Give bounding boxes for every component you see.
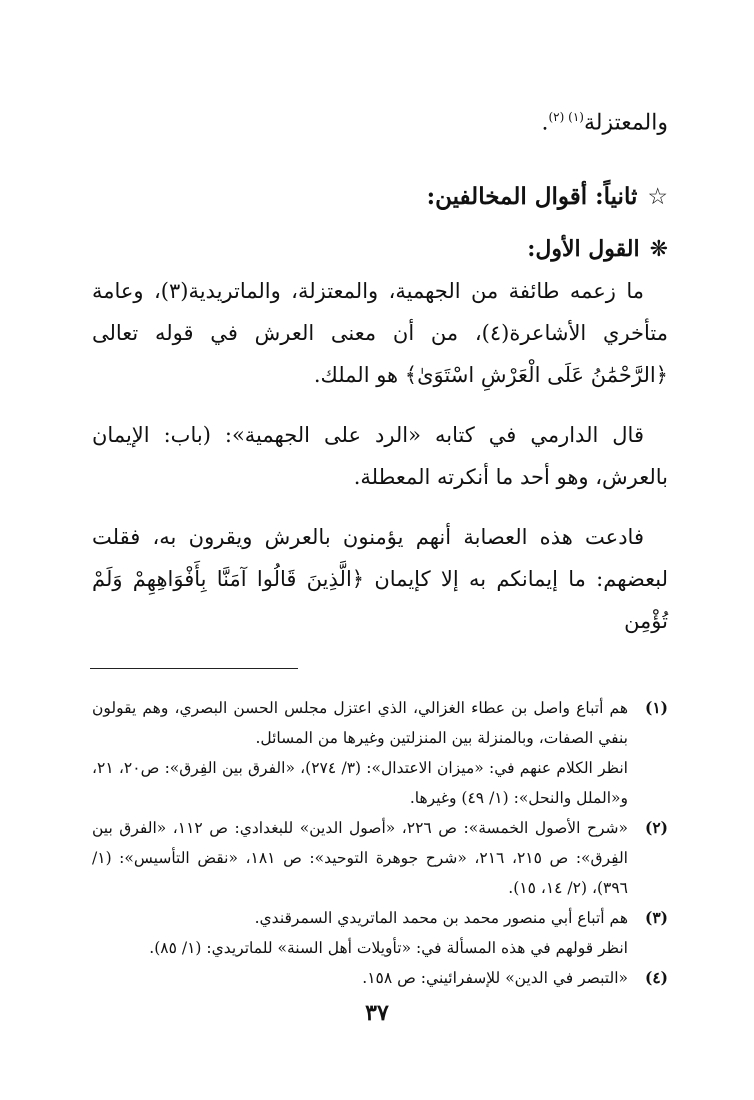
footnote-line: انظر الكلام عنهم في: «ميزان الاعتدال»: (٣/ ٢٧٤)، «الفرق بين الفِرق»: ص٢٠، ٢١، و«الملل والنحل»: (١/ ٤٩) وغيرها. xyxy=(92,759,628,808)
section-heading xyxy=(92,183,668,210)
footnote-number: (٤) xyxy=(644,968,668,988)
footnote-line: «التبصر في الدين» للإسفرائيني: ص ١٥٨. xyxy=(362,969,628,988)
footnote-1 xyxy=(92,693,668,813)
footnote-line: «شرح الأصول الخمسة»: ص ٢٢٦، «أصول الدين» للبغدادي: ص ١١٢، «الفرق بين الفِرق»: ص ٢١٥، ٢١٦، «شرح جوهرة التوحيد»: ص ١٨١، «نقض التأسيس»: (١/ ٣٩٦)، (٢/ ١٤، ١٥). xyxy=(92,819,628,898)
footnote-2 xyxy=(92,813,668,903)
footnote-4 xyxy=(92,963,668,993)
asterisk-icon: ❋ xyxy=(649,237,668,263)
footnote-3 xyxy=(92,903,668,963)
footnote-divider xyxy=(90,668,298,669)
subheading-text: القول الأول: xyxy=(527,236,640,263)
footnote-number: (٢) xyxy=(644,818,668,838)
footnotes xyxy=(92,693,668,993)
paragraph-2: قال الدارمي في كتابه «الرد على الجهمية»: (باب: الإيمان بالعرش، وهو أحد ما أنكرته المعطلة. xyxy=(92,423,668,490)
footnote-number: (٣) xyxy=(644,908,668,928)
footnote-line: انظر قولهم في هذه المسألة في: «تأويلات أهل السنة» للماتريدي: (١/ ٨٥). xyxy=(149,939,628,958)
page-body xyxy=(92,100,668,993)
paragraph-3: فادعت هذه العصابة أنهم يؤمنون بالعرش ويقرون به، فقلت لبعضهم: ما إيمانكم به إلا كإيمان ﴿الَّذِينَ قَالُوا آمَنَّا بِأَفْوَاهِهِمْ وَلَمْ تُؤْمِن xyxy=(92,525,668,634)
page-number: ٣٧ xyxy=(365,1000,389,1026)
footnote-number: (١) xyxy=(644,698,668,718)
section-heading-text: ثانياً: أقوال المخالفين: xyxy=(426,183,638,211)
footnote-line: هم أتباع واصل بن عطاء الغزالي، الذي اعتزل مجلس الحسن البصري، وهم يقولون بنفي الصفات، وبالمنزلة بين المنزلتين وغيرها من المسائل. xyxy=(92,699,628,748)
carry-over-text: والمعتزلة xyxy=(583,110,668,136)
carry-over-end: . xyxy=(541,110,549,136)
subheading xyxy=(92,236,668,262)
star-icon: ☆ xyxy=(647,184,668,211)
carry-over-refs: (١) (٢) xyxy=(548,110,584,124)
carry-over-line xyxy=(92,110,668,135)
footnote-line: هم أتباع أبي منصور محمد بن محمد الماتريدي السمرقندي. xyxy=(254,909,628,928)
paragraph-1: ما زعمه طائفة من الجهمية، والمعتزلة، والماتريدية(٣)، وعامة متأخري الأشاعرة(٤)، من أن معنى العرش في قوله تعالى ﴿الرَّحْمَٰنُ عَلَى الْعَرْشِ اسْتَوَىٰ﴾ هو الملك. xyxy=(92,279,668,388)
